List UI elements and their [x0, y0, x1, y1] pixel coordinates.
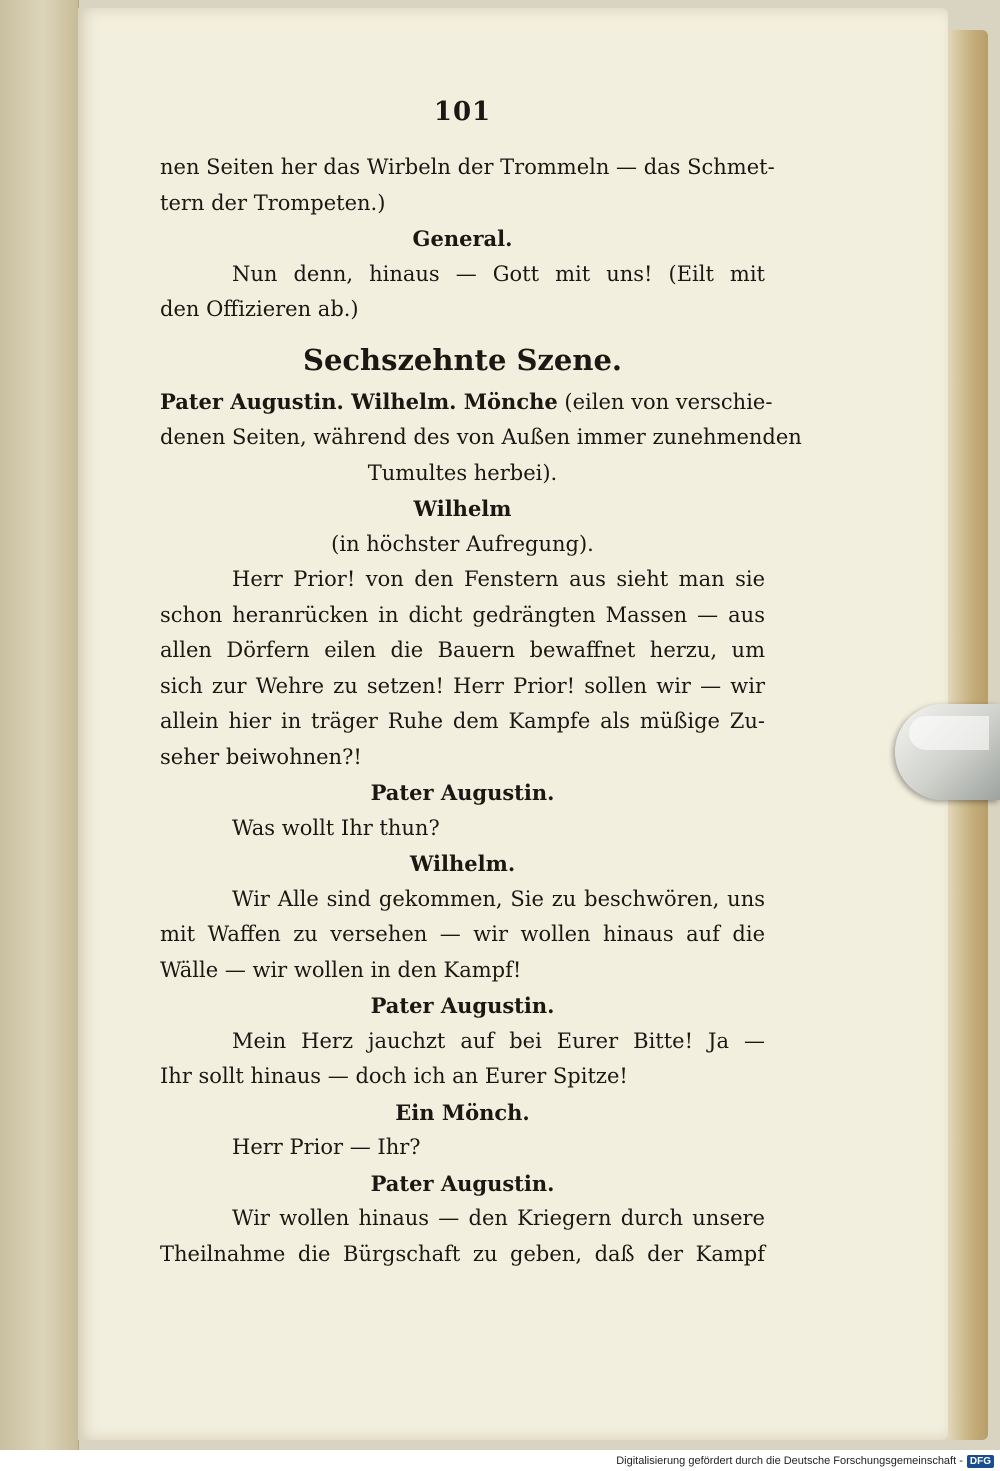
text-line: denen Seiten, während des von Außen immer zunehmenden [160, 425, 802, 449]
credit-text: Digitalisierung gefördert durch die Deutsche Forschungsgemeinschaft - [616, 1455, 963, 1467]
scene-heading: Sechszehnte Szene. [303, 342, 622, 377]
page-number: 101 [433, 97, 492, 127]
speaker-name: Pater Augustin. [370, 1170, 555, 1196]
speaker-name: Wilhelm [413, 496, 512, 521]
text-line: mit Waffen zu versehen — wir wollen hinaus auf die [160, 922, 765, 946]
page-holder-clip [895, 704, 1000, 800]
page-text [160, 80, 802, 1272]
digitization-credit [616, 1453, 994, 1469]
text-line: Nun denn, hinaus — Gott mit uns! (Eilt mit [232, 261, 765, 286]
text-line: seher beiwohnen?! [160, 744, 362, 769]
text-line: Herr Prior — Ihr? [232, 1135, 421, 1159]
text-line: tern der Trompeten.) [160, 190, 386, 215]
cast-direction: (eilen von verschie- [557, 389, 773, 414]
stage-direction: (in höchster Aufregung). [331, 531, 594, 556]
speaker-name: Ein Mönch. [395, 1099, 530, 1125]
facing-page-edge [0, 0, 79, 1450]
text-line: Wir wollen hinaus — den Kriegern durch unsere [232, 1206, 765, 1230]
text-line: schon heranrücken in dicht gedrängten Massen — aus [160, 602, 765, 627]
speaker-name: General. [412, 226, 513, 251]
text-line: Wälle — wir wollen in den Kampf! [160, 957, 522, 982]
text-line: sich zur Wehre zu setzen! Herr Prior! sollen wir — wir [160, 673, 765, 698]
speaker-name: Pater Augustin. [370, 993, 555, 1018]
text-line: Theilnahme die Bürgschaft zu geben, daß der Kampf [160, 1241, 765, 1266]
speaker-name: Wilhelm. [409, 851, 516, 876]
dfg-logo: DFG [967, 1455, 994, 1468]
cast-line [160, 384, 773, 421]
text-line: Was wollt Ihr thun? [232, 815, 440, 840]
speaker-name: Pater Augustin. [370, 780, 555, 805]
text-lines [160, 150, 802, 1272]
text-line: Mein Herz jauchzt auf bei Eurer Bitte! Ja — [232, 1028, 765, 1053]
text-line: Ihr sollt hinaus — doch ich an Eurer Spitze! [160, 1064, 628, 1088]
stage-direction: Tumultes herbei). [367, 460, 558, 485]
text-line: nen Seiten her das Wirbeln der Trommeln — das Schmet- [160, 155, 775, 179]
text-line: den Offizieren ab.) [160, 297, 359, 321]
text-line: allein hier in träger Ruhe dem Kampfe als müßige Zu- [160, 709, 765, 733]
text-line: Wir Alle sind gekommen, Sie zu beschwören, uns [232, 886, 765, 911]
text-line: Herr Prior! von den Fenstern aus sieht man sie [232, 567, 765, 591]
text-line: allen Dörfern eilen die Bauern bewaffnet herzu, um [160, 638, 765, 662]
cast-names: Pater Augustin. Wilhelm. Mönche [160, 388, 558, 414]
